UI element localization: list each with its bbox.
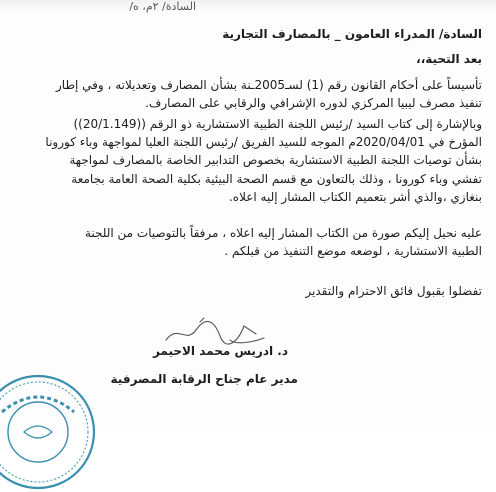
signatory-title: مدير عام جناح الرقابة المصرفية: [110, 372, 298, 386]
scan-top-edge: [0, 0, 496, 12]
handwritten-signature: [160, 314, 270, 348]
paragraph-3-line-2: الطبية الاستشارية ، لوضعه موضع التنفيذ من قبلكم .: [224, 244, 482, 258]
recipient-line: السادة/ المدراء العامون _ بالمصارف التجارية: [222, 27, 482, 41]
paragraph-2-line-1: وبالإشارة إلى كتاب السيد /رئيس اللجنة الطبية الاستشارية ذو الرقم ((20/1.149)): [73, 117, 482, 131]
header-fragment: السادة/ ٢م، ه/: [129, 0, 196, 13]
paragraph-2-line-3: بشأن توصيات اللجنة الطبية الاستشارية بخصوص التدابير الخاصة بالمصارف لمواجهة: [69, 153, 482, 167]
paragraph-3-line-1: عليه نحيل إليكم صورة من الكتاب المشار إليه اعلاه ، مرفقاً بالتوصيات من اللجنة: [84, 226, 482, 240]
paragraph-2-line-4: تفشي وباء كورونا ، وذلك بالتعاون مع قسم الصحة البيئية بكلية الصحة العامة بجامعة: [71, 172, 482, 186]
signatory-name: د. ادريس محمد الاحيمر: [152, 344, 288, 358]
paragraph-1-line-1: تأسيساً على أحكام القانون رقم (1) لسـ2005ـنة بشأن المصارف وتعديلاته ، وفي إطار: [56, 78, 482, 92]
greeting: بعد التحية،،: [416, 52, 482, 66]
paragraph-2-line-5: بنغازي ،والذي أشر بتعميم الكتاب المشار إليه اعلاه.: [228, 190, 482, 204]
paragraph-2-line-2: المؤرخ في 2020/04/01م الموجه للسيد الفريق /رئيس اللجنة العليا لمواجهة وباء كورونا: [45, 135, 482, 149]
paragraph-1-line-2: تنفيذ مصرف ليبيا المركزي لدوره الإشرافي والرقابي على المصارف.: [145, 96, 482, 110]
official-seal-stamp: [0, 372, 98, 492]
closing-line: تفضلوا بقبول فائق الاحترام والتقدير: [305, 284, 482, 298]
